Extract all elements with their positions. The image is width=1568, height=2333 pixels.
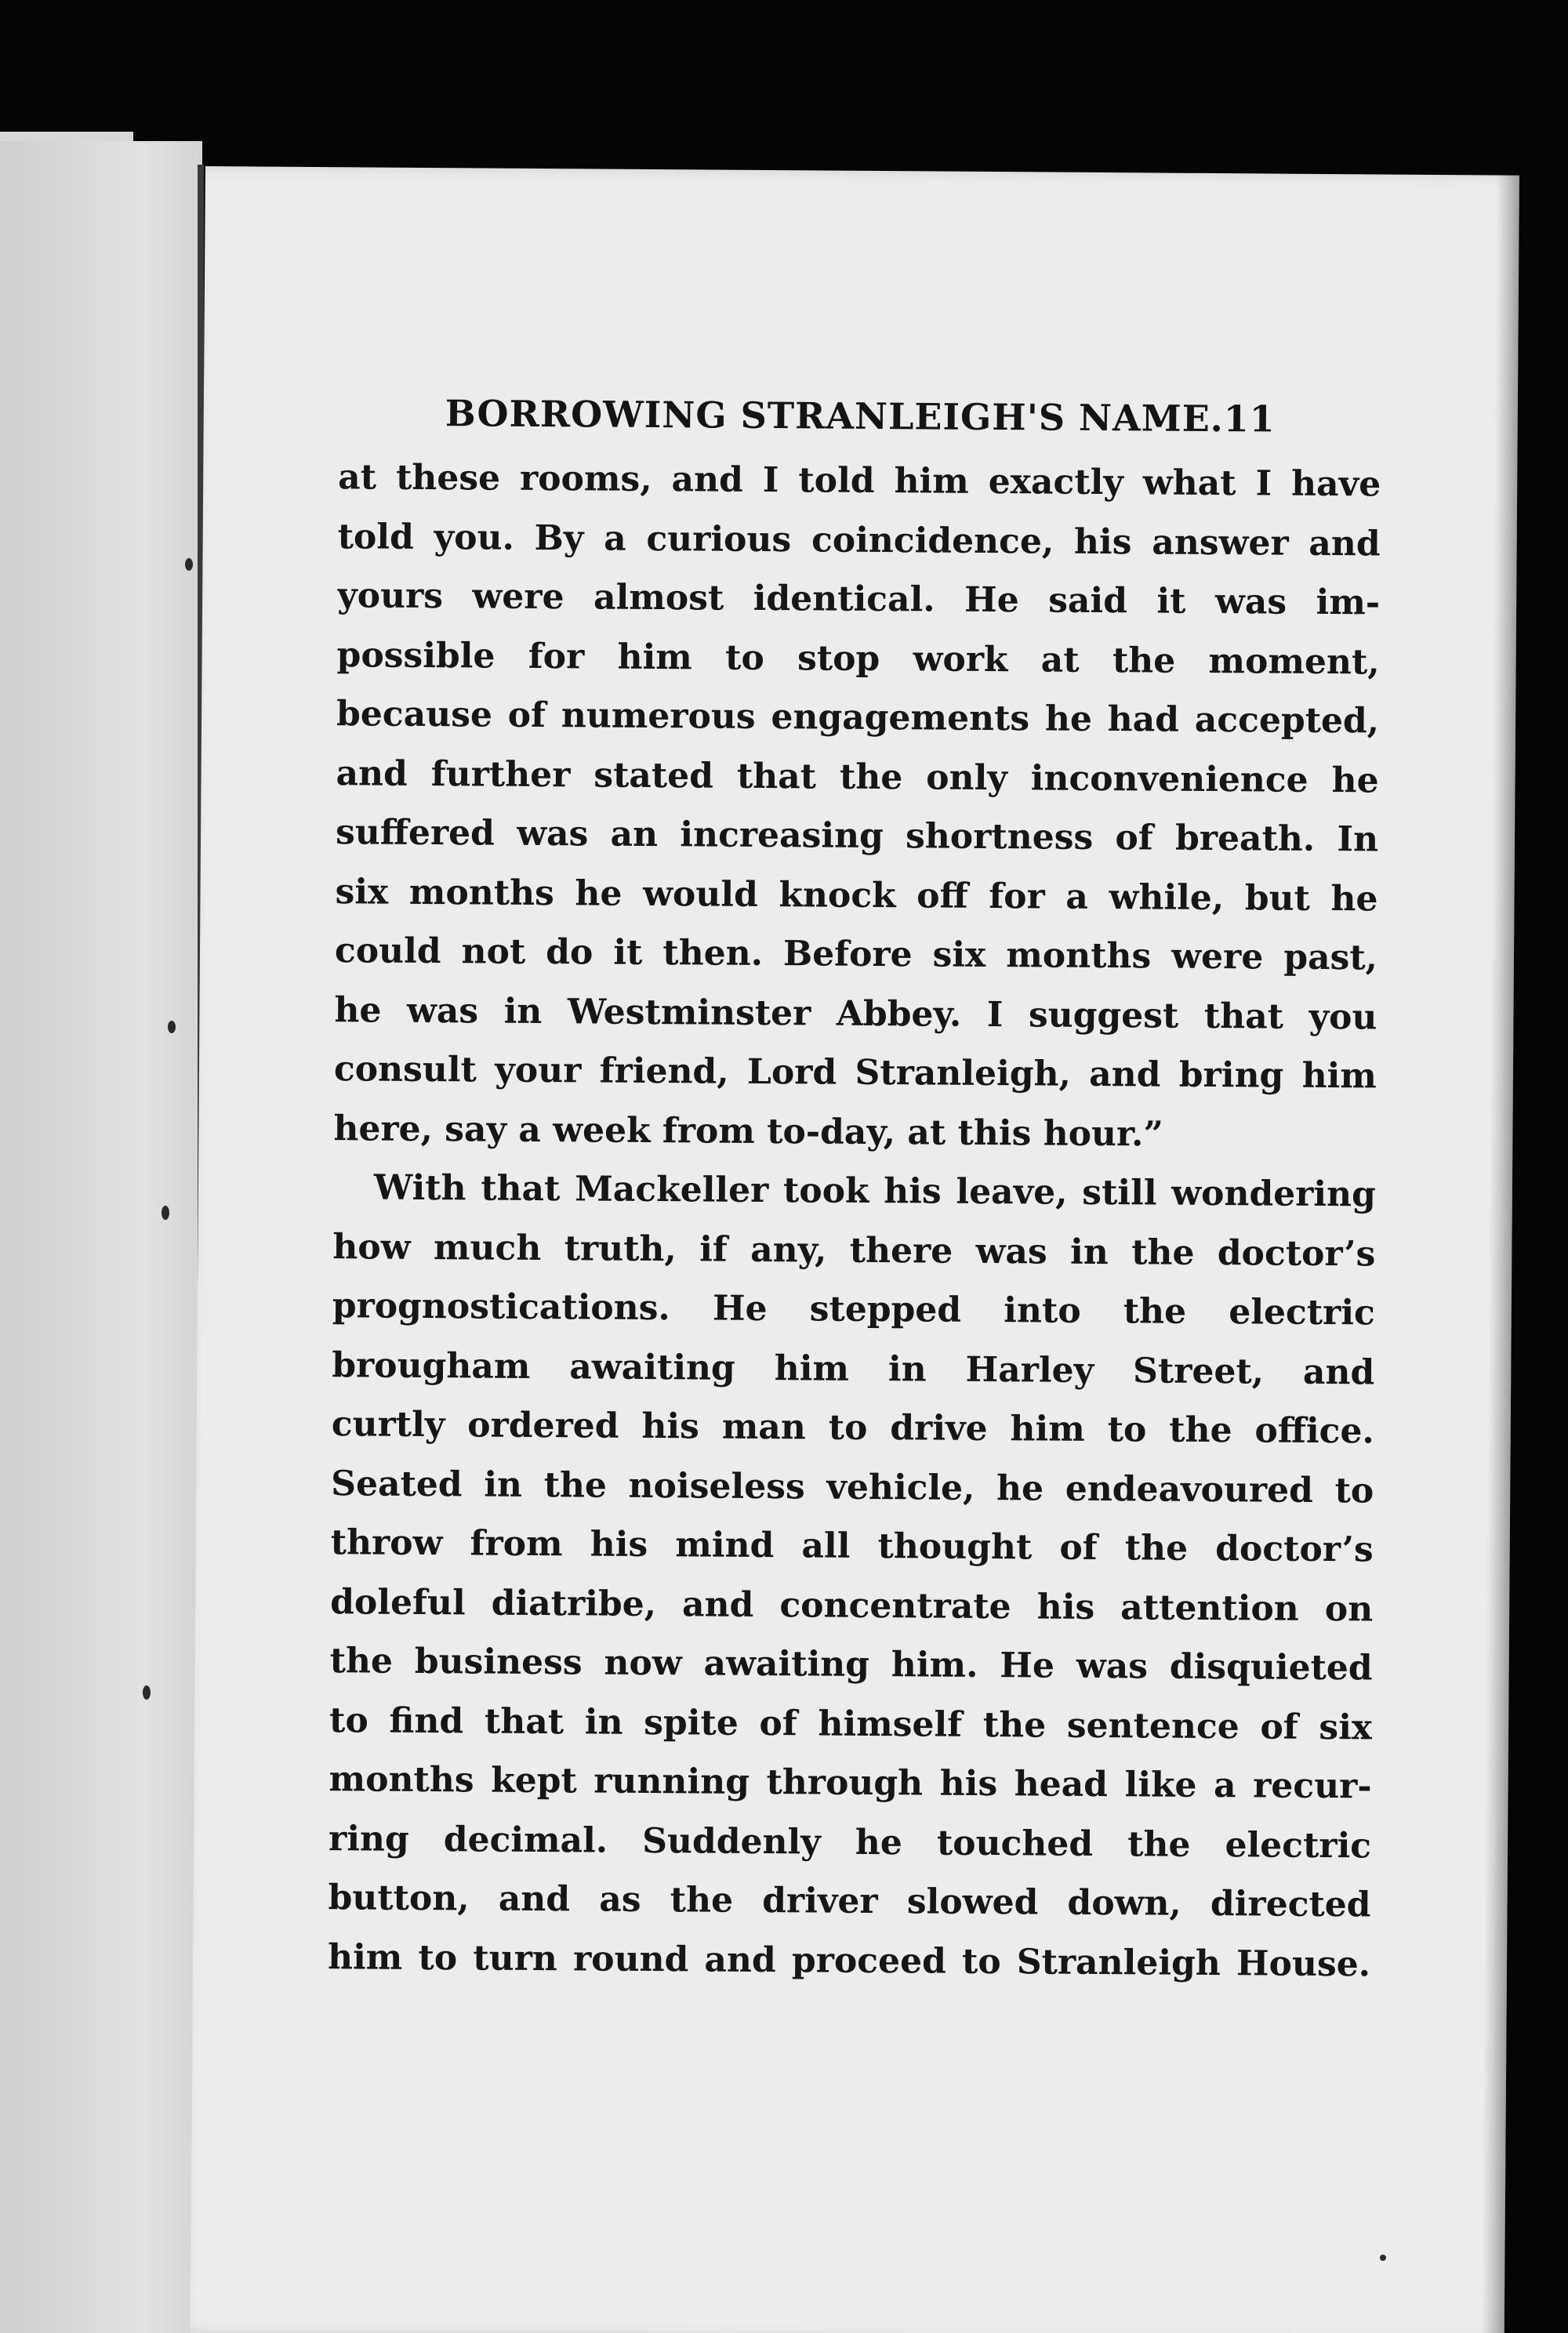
text-line: prognostications. He stepped into the electric [332,1286,1376,1333]
text-line: throw from his mind all thought of the doctor’s [330,1522,1374,1570]
scan-speck [162,1206,169,1220]
text-line: could not do it then. Before six months were past, [334,931,1378,978]
scan-speck [143,1685,151,1700]
text-line: how much truth, if any, there was in the doctor’s [332,1226,1376,1274]
text-line: because of numerous engagements he had accepted, [336,694,1380,742]
scan-speck [185,558,193,571]
text-line: at these rooms, and I told him exactly what I have [338,457,1381,505]
page-shadow-edge [1481,175,1519,2333]
text-line: curtly ordered his man to drive him to the office. [331,1404,1374,1452]
scan-speck [1380,2255,1386,2261]
text-line: consult your friend, Lord Stranleigh, and bring him [333,1049,1377,1097]
running-head [445,378,1276,454]
scan-speck [168,1021,176,1033]
text-line: he was in Westminster Abbey. I suggest that you [334,989,1377,1037]
text-line: brougham awaiting him in Harley Street, and [332,1344,1375,1392]
paragraph-1 [333,448,1381,1165]
body-text [328,448,1381,1994]
text-line: here, say a week from to-day, at this hour.” [333,1108,1163,1155]
text-line: six months he would knock off for a while, but he [335,871,1378,919]
book-page [191,166,1519,2333]
left-page-edge [0,141,202,2333]
text-line: ring decimal. Suddenly he touched the electric [328,1818,1372,1866]
text-line: possible for him to stop work at the moment, [336,634,1380,682]
text-line: months kept running through his head like a recur- [328,1759,1372,1807]
text-line: told you. By a curious coincidence, his answer and [337,516,1381,564]
text-line: yours were almost identical. He said it was im- [337,575,1381,623]
text-line: him to turn round and proceed to Stranleigh House. [327,1936,1371,1984]
text-line: to find that in spite of himself the sentence of six [328,1700,1373,1747]
paragraph-2 [328,1158,1376,1994]
text-line: suffered was an increasing shortness of breath. In [335,812,1379,860]
page-number: 11 [1223,397,1276,441]
text-line: With that Mackeller took his leave, still wondering [373,1167,1377,1215]
running-head-title: BORROWING STRANLEIGH'S NAME. [445,392,1224,441]
text-line: the business now awaiting him. He was disquieted [329,1641,1373,1689]
text-line: button, and as the driver slowed down, directed [328,1878,1371,1925]
text-line: and further stated that the only inconvenience he [336,753,1379,800]
text-line: doleful diatribe, and concentrate his attention on [330,1581,1374,1629]
text-line: Seated in the noiseless vehicle, he endeavoured to [331,1463,1374,1511]
